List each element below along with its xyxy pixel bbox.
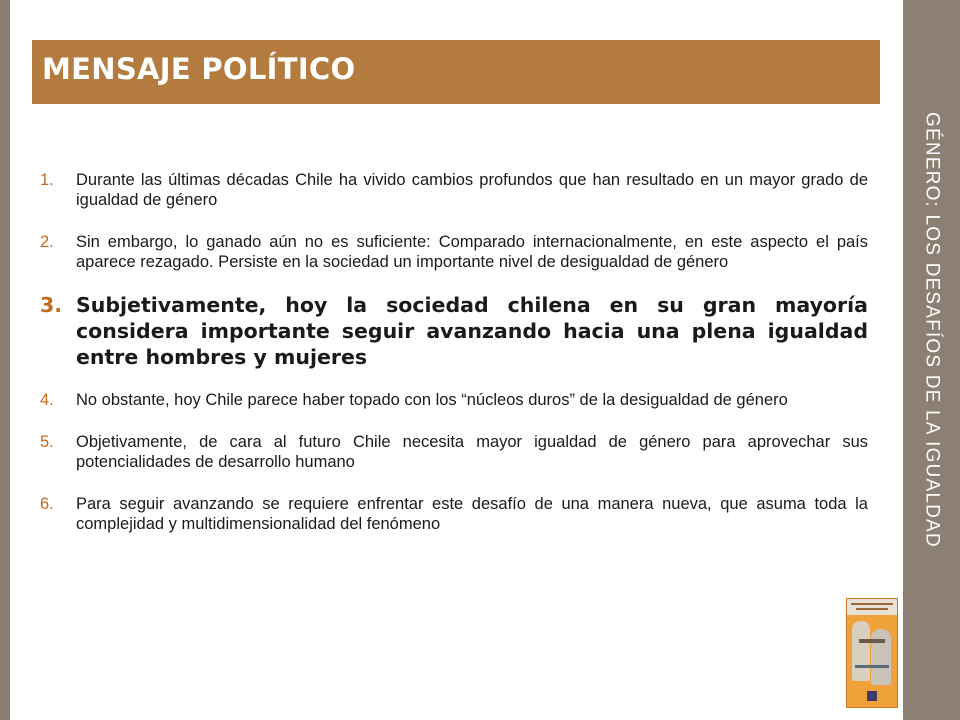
list-item-2 bbox=[40, 232, 868, 272]
list-text: Sin embargo, lo ganado aún no es suficiente: Comparado internacionalmente, en este aspecto el país aparece rezagado. Persiste en la sociedad un importante nivel de desigualdad de género bbox=[76, 233, 868, 271]
numbered-list bbox=[40, 170, 868, 534]
list-text: Durante las últimas décadas Chile ha vivido cambios profundos que han resultado en un mayor grado de igualdad de género bbox=[76, 171, 868, 209]
slide-title: MENSAJE POLÍTICO bbox=[42, 52, 356, 86]
list-number: 4. bbox=[40, 391, 54, 409]
list-number: 2. bbox=[40, 233, 54, 251]
side-title: GÉNERO: LOS DESAFÍOS DE LA IGUALDAD bbox=[921, 112, 943, 548]
list-text: Objetivamente, de cara al futuro Chile necesita mayor igualdad de género para aprovechar sus potencialidades de desarrollo humano bbox=[76, 433, 868, 471]
list-item-4 bbox=[40, 390, 868, 410]
list-item-6 bbox=[40, 494, 868, 534]
cover-title-band bbox=[847, 599, 897, 615]
list-item-1 bbox=[40, 170, 868, 210]
list-item-5 bbox=[40, 432, 868, 472]
list-number: 1. bbox=[40, 171, 54, 189]
list-item-3-highlight bbox=[40, 292, 868, 370]
list-number: 3. bbox=[40, 293, 63, 317]
list-text: No obstante, hoy Chile parece haber topado con los “núcleos duros” de la desigualdad de género bbox=[76, 391, 788, 409]
list-text: Subjetivamente, hoy la sociedad chilena en su gran mayoría considera importante seguir avanzando hacia una plena igualdad entre hombres y mujeres bbox=[76, 293, 868, 369]
left-accent-strip bbox=[0, 0, 10, 720]
list-text: Para seguir avanzando se requiere enfrentar este desafío de una manera nueva, que asuma toda la complejidad y multidimensionalidad del fenómeno bbox=[76, 495, 868, 533]
list-number: 6. bbox=[40, 495, 54, 513]
side-title-container bbox=[903, 0, 960, 720]
title-bar bbox=[32, 40, 880, 104]
report-cover-image bbox=[846, 598, 898, 708]
list-number: 5. bbox=[40, 433, 54, 451]
cover-logo-icon bbox=[867, 691, 877, 701]
